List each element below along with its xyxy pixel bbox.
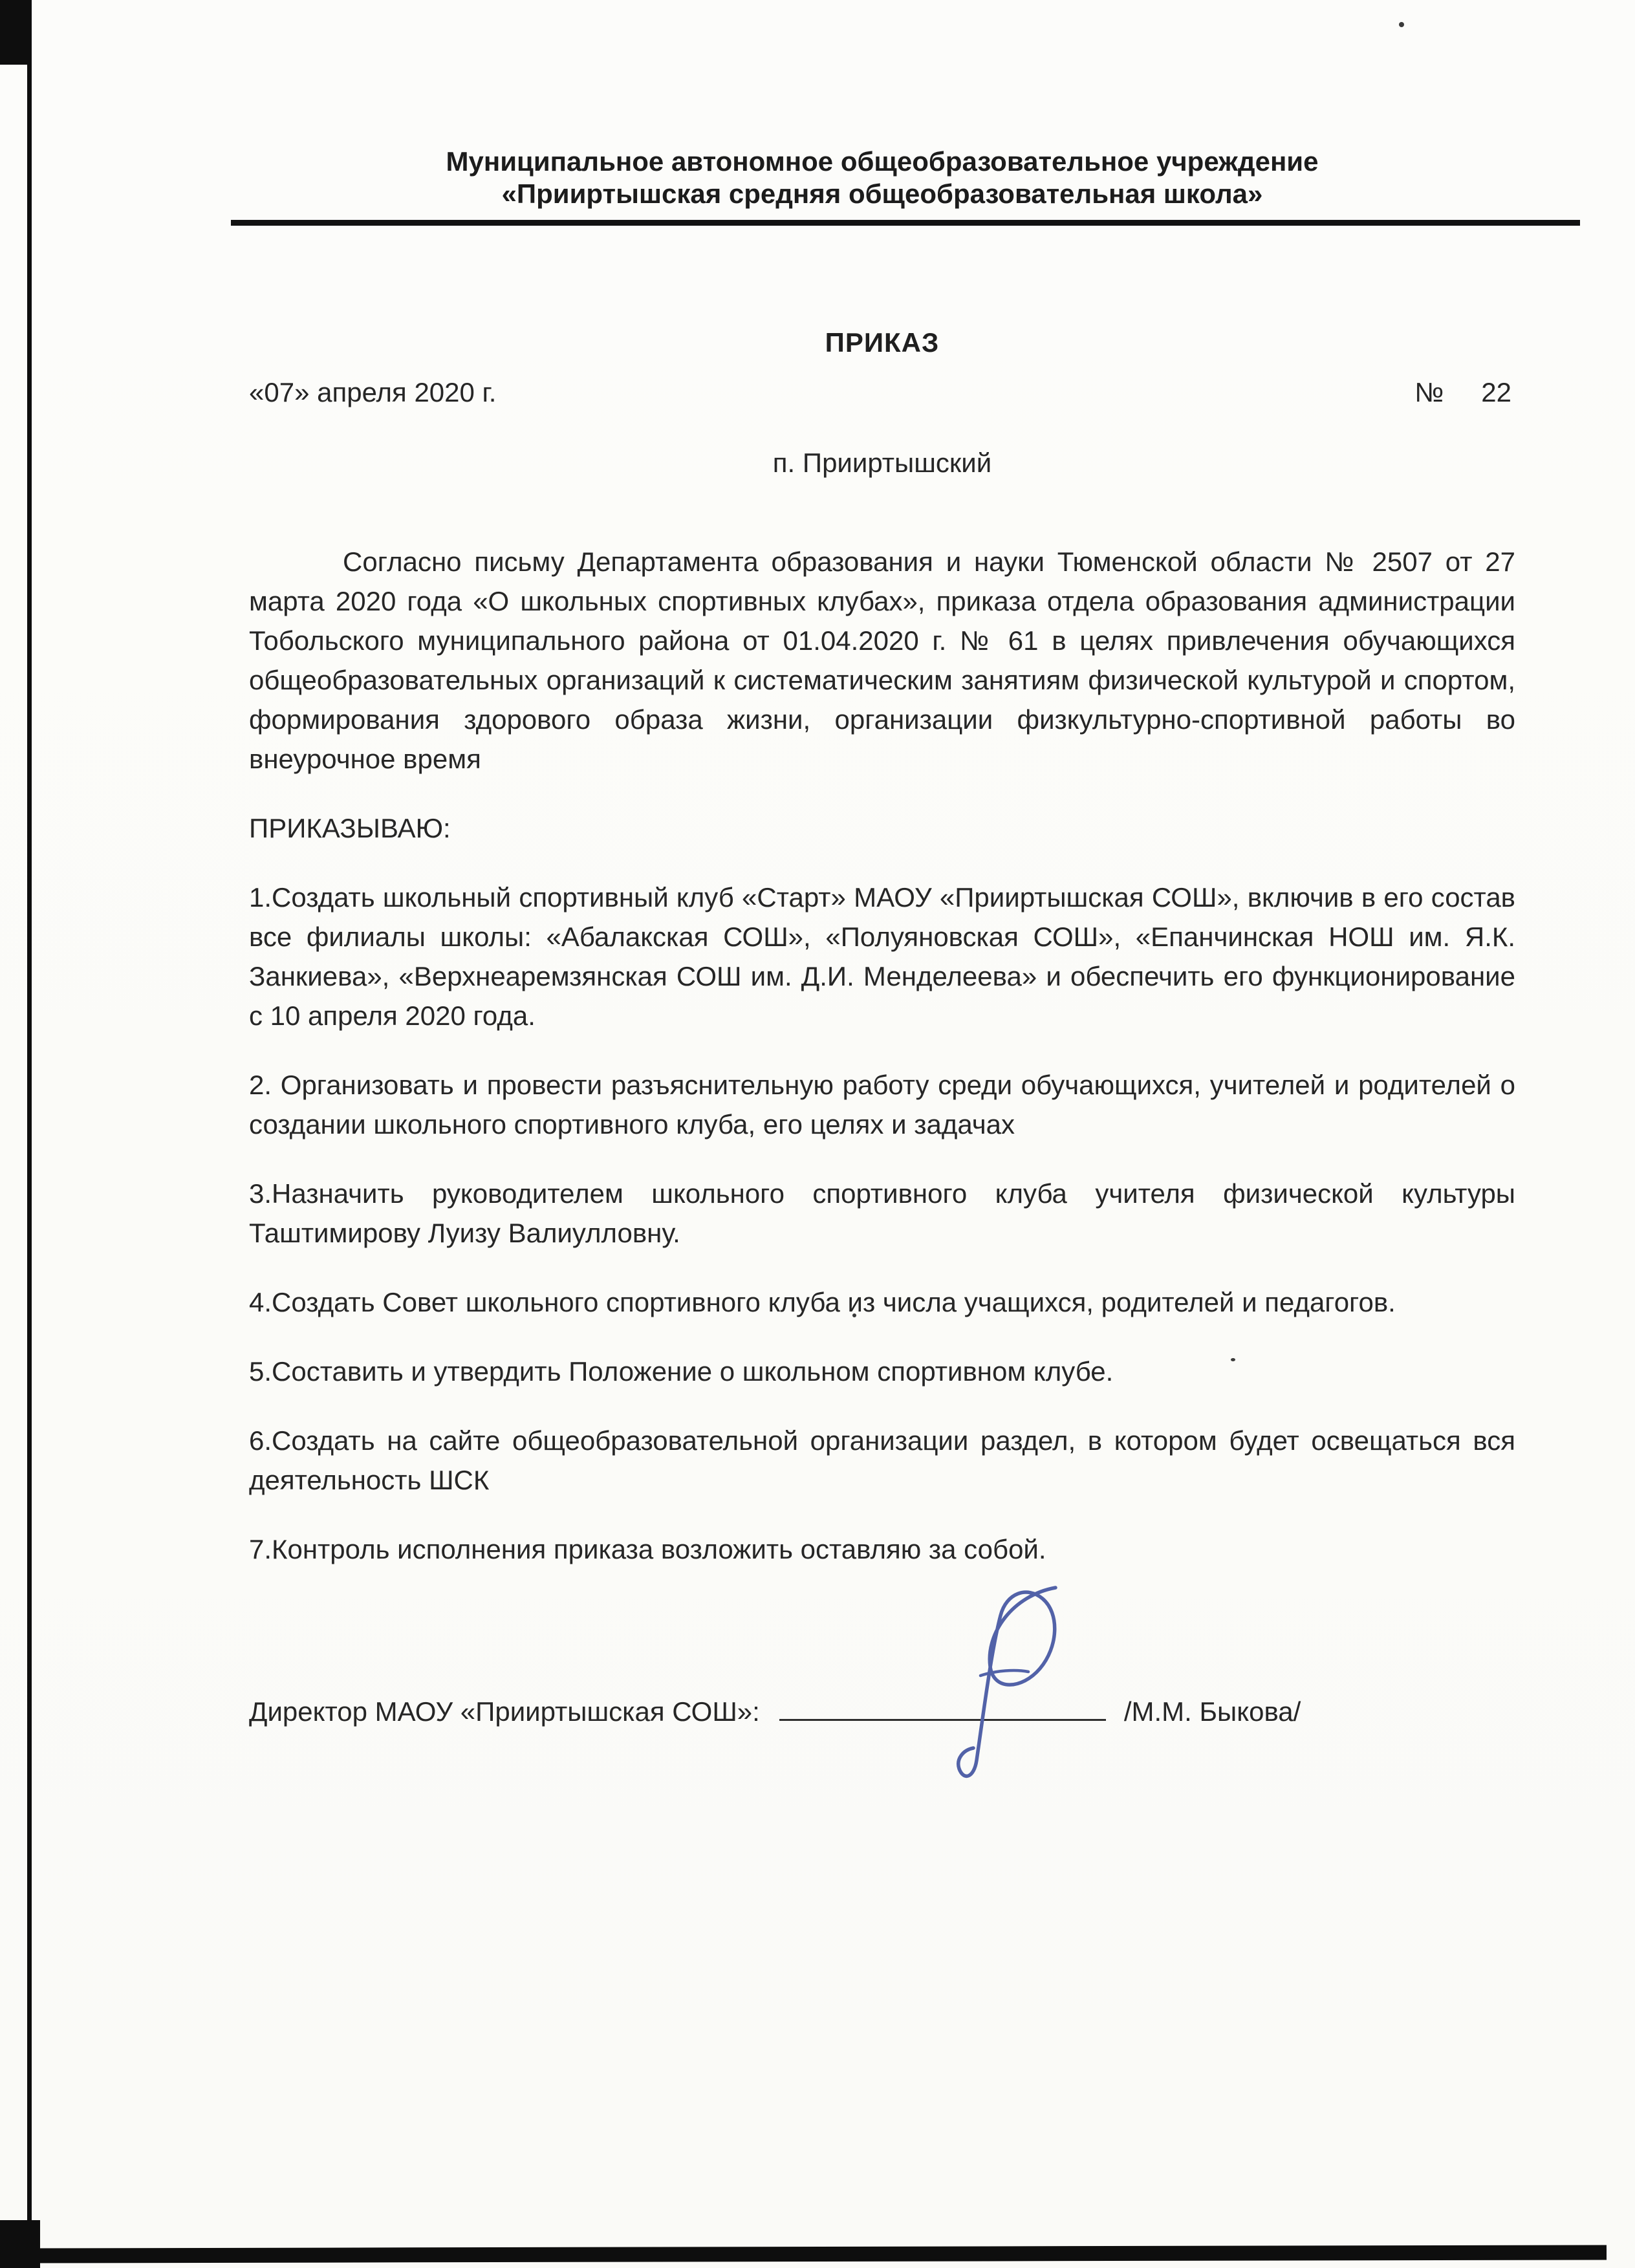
handwritten-signature — [918, 1579, 1106, 1792]
signature-stroke — [958, 1588, 1056, 1776]
document-place: п. Прииртышский — [772, 448, 992, 478]
preamble-paragraph: Согласно письму Департамента образования и науки Тюменской области № 2507 от 27 марта 2020 года «О школьных спортивных клубах», приказа отдела образования администрации Тобольского муниципального района от 01.04.2020 г. № 61 в целях привлечения обучающихся общеобразовательных организаций к систематическим занятиям физической культурой и спортом, формирования здорового образа жизни, организации физкультурно-спортивной работы во внеурочное время — [249, 546, 1515, 774]
order-item-6: 6.Создать на сайте общеобразовательной организации раздел, в котором будет освещаться вся деятельность ШСК — [249, 1425, 1515, 1495]
order-item-4: 4.Создать Совет школьного спортивного клуба из числа учащихся, родителей и педагогов. — [249, 1287, 1396, 1317]
order-word: ПРИКАЗЫВАЮ: — [249, 813, 451, 843]
order-item-2: 2. Организовать и провести разъяснительную работу среди обучающихся, учителей и родителей о создании школьного спортивного клуба, его целях и задачах — [249, 1070, 1515, 1139]
order-item-3: 3.Назначить руководителем школьного спортивного клуба учителя физической культуры Таштимирову Луизу Валиулловну. — [249, 1178, 1515, 1248]
order-item-7: 7.Контроль исполнения приказа возложить оставляю за собой. — [249, 1534, 1046, 1564]
signature-line — [779, 1694, 1106, 1721]
document-number-label: № — [1414, 377, 1444, 407]
order-item-1: 1.Создать школьный спортивный клуб «Старт» МАОУ «Прииртышская СОШ», включив в его состав все филиалы школы: «Абалакская СОШ», «Полуяновская СОШ», «Епанчинская НОШ им. Я.К. Занкиева», «Верхнеаремзянская СОШ им. Д.И. Менделеева» и обеспечить его функционирование с 10 апреля 2020 года. — [249, 882, 1515, 1031]
signature-role-label: Директор МАОУ «Прииртышская СОШ»: — [249, 1696, 760, 1727]
signature-printed-name: /М.М. Быкова/ — [1123, 1696, 1301, 1727]
org-name-line2: «Прииртышская средняя общеобразовательная школа» — [501, 178, 1263, 209]
org-name-line1: Муниципальное автономное общеобразовательное учреждение — [446, 146, 1319, 177]
document-title: ПРИКАЗ — [825, 327, 940, 358]
signature-row — [249, 1692, 1515, 1731]
document-number — [1414, 373, 1515, 412]
signature-cross-stroke — [980, 1670, 1028, 1676]
date-and-number-row — [249, 373, 1515, 412]
header-divider-rule — [231, 220, 1580, 226]
order-item-5: 5.Составить и утвердить Положение о школьном спортивном клубе. — [249, 1356, 1114, 1387]
organization-header — [249, 146, 1515, 210]
document-number-value: 22 — [1481, 377, 1511, 407]
scan-artifact-bottom-left-corner — [0, 2220, 40, 2268]
document-date: «07» апреля 2020 г. — [249, 377, 497, 407]
scan-artifact-bottom-edge — [25, 2245, 1607, 2263]
